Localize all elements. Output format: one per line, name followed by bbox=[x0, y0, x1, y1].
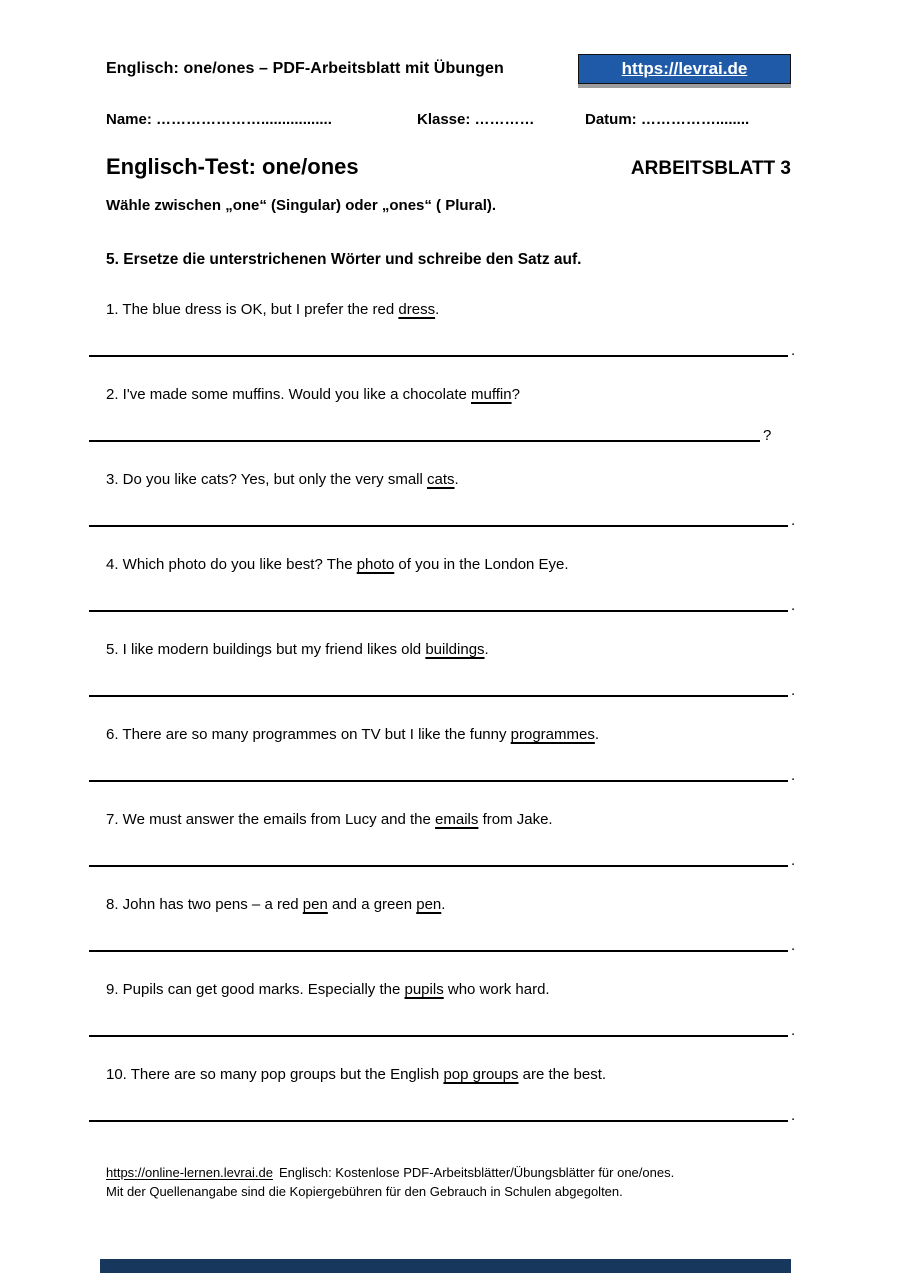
exercise-item bbox=[106, 385, 791, 470]
exercise-sentence: 5. I like modern buildings but my friend likes old buildings. bbox=[106, 641, 489, 658]
exercise-sentence: 3. Do you like cats? Yes, but only the very small cats. bbox=[106, 471, 459, 488]
answer-line bbox=[89, 515, 788, 527]
answer-blank bbox=[89, 769, 795, 782]
header bbox=[106, 54, 791, 88]
exercise-sentence: 6. There are so many programmes on TV but I like the funny programmes. bbox=[106, 726, 600, 743]
answer-line bbox=[89, 685, 788, 697]
exercise-sentence: 8. John has two pens – a red pen and a green pen. bbox=[106, 896, 446, 913]
answer-end-punctuation: . bbox=[791, 342, 796, 359]
klasse-field: Klasse: ………… bbox=[417, 111, 535, 128]
exercise-item bbox=[106, 895, 796, 980]
answer-blank bbox=[89, 1109, 795, 1122]
task-heading: 5. Ersetze die unterstrichenen Wörter und schreibe den Satz auf. bbox=[106, 251, 582, 268]
answer-blank bbox=[89, 939, 795, 952]
page-title: Englisch-Test: one/ones bbox=[106, 154, 359, 179]
answer-blank bbox=[89, 514, 795, 527]
worksheet-content bbox=[106, 0, 796, 1201]
instruction-text: Wähle zwischen „one“ (Singular) oder „ones“ ( Plural). bbox=[106, 197, 497, 214]
footer-link[interactable]: https://online-lernen.levrai.de bbox=[106, 1165, 273, 1180]
answer-end-punctuation: . bbox=[791, 512, 796, 529]
exercise-sentence: 10. There are so many pop groups but the English pop groups are the best. bbox=[106, 1066, 607, 1083]
answer-blank bbox=[89, 1024, 795, 1037]
name-field: Name: …………………................. bbox=[106, 111, 332, 128]
student-info-row bbox=[106, 111, 791, 128]
answer-end-punctuation: . bbox=[791, 597, 796, 614]
exercise-item bbox=[106, 555, 796, 640]
answer-blank bbox=[89, 854, 795, 867]
site-link[interactable] bbox=[578, 54, 791, 84]
answer-line bbox=[89, 430, 760, 442]
exercise-item bbox=[106, 640, 796, 725]
exercise-sentence: 9. Pupils can get good marks. Especially the pupils who work hard. bbox=[106, 981, 550, 998]
answer-line bbox=[89, 855, 788, 867]
exercise-item bbox=[106, 470, 796, 555]
sheet-number-label: ARBEITSBLATT 3 bbox=[630, 158, 791, 179]
footer bbox=[106, 1163, 791, 1201]
answer-blank bbox=[89, 344, 795, 357]
title-row bbox=[106, 154, 791, 180]
answer-blank bbox=[89, 684, 795, 697]
answer-end-punctuation: . bbox=[791, 767, 796, 784]
exercise-sentence: 2. I've made some muffins. Would you like a chocolate muffin? bbox=[106, 386, 520, 403]
footer-line-1 bbox=[106, 1163, 791, 1182]
exercise-sentence: 4. Which photo do you like best? The photo of you in the London Eye. bbox=[106, 556, 569, 573]
answer-line bbox=[89, 345, 788, 357]
answer-blank bbox=[89, 429, 771, 442]
bottom-decoration-bar bbox=[100, 1259, 791, 1273]
header-title: Englisch: one/ones – PDF-Arbeitsblatt mit Übungen bbox=[106, 60, 504, 77]
answer-line bbox=[89, 1025, 788, 1037]
datum-field: Datum: ……………........ bbox=[585, 111, 750, 128]
exercise-item bbox=[106, 725, 796, 810]
exercise-item bbox=[106, 810, 796, 895]
exercise-item bbox=[106, 1065, 796, 1150]
answer-line bbox=[89, 600, 788, 612]
answer-end-punctuation: . bbox=[791, 937, 796, 954]
answer-line bbox=[89, 940, 788, 952]
answer-end-punctuation: . bbox=[791, 1107, 796, 1124]
answer-end-punctuation: . bbox=[791, 1022, 796, 1039]
exercise-list bbox=[106, 300, 796, 1150]
footer-text: Englisch: Kostenlose PDF-Arbeitsblätter/Übungsblätter für one/ones. bbox=[278, 1165, 675, 1180]
exercise-sentence: 7. We must answer the emails from Lucy and the emails from Jake. bbox=[106, 811, 553, 828]
exercise-sentence: 1. The blue dress is OK, but I prefer the red dress. bbox=[106, 301, 440, 318]
exercise-item bbox=[106, 980, 796, 1065]
answer-end-punctuation: . bbox=[791, 852, 796, 869]
answer-end-punctuation: . bbox=[791, 682, 796, 699]
exercise-item bbox=[106, 300, 796, 385]
footer-line-2: Mit der Quellenangabe sind die Kopiergebühren für den Gebrauch in Schulen abgegolten. bbox=[106, 1184, 623, 1199]
answer-end-punctuation: ? bbox=[763, 427, 772, 444]
answer-blank bbox=[89, 599, 795, 612]
site-link-label: https://levrai.de bbox=[621, 59, 748, 78]
answer-line bbox=[89, 770, 788, 782]
answer-line bbox=[89, 1110, 788, 1122]
